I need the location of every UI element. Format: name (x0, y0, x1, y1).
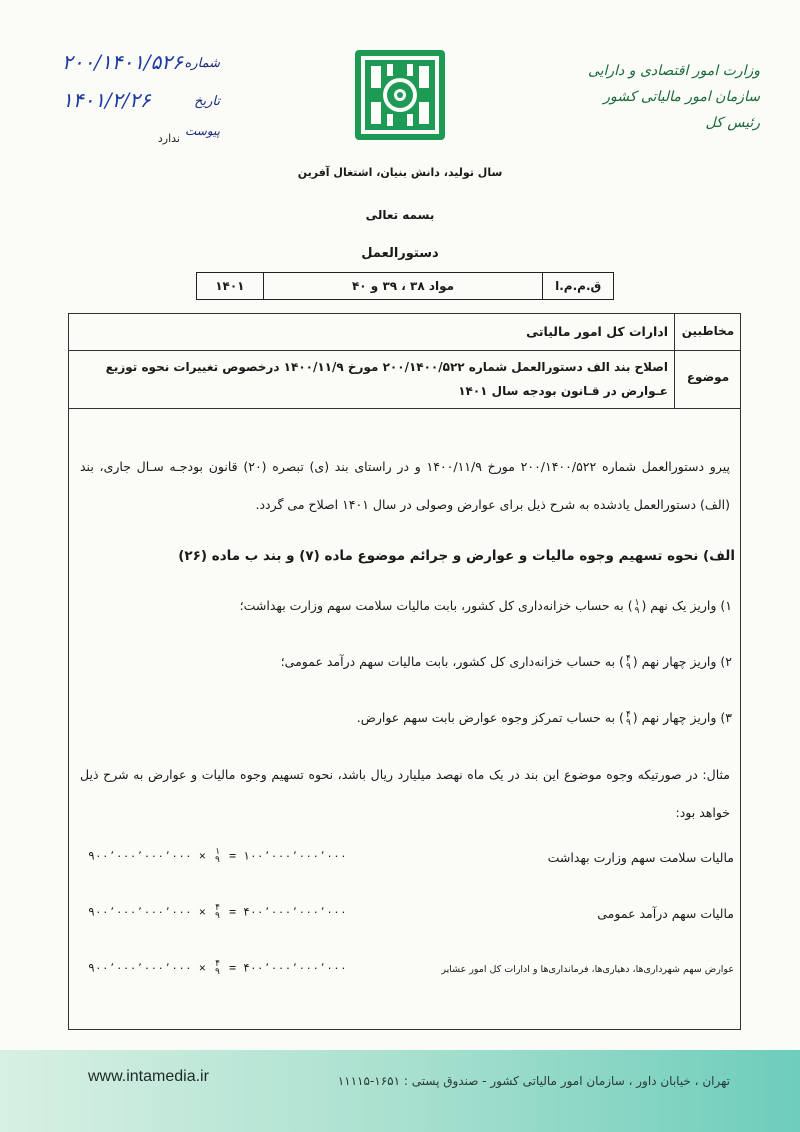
reference-box (196, 272, 614, 300)
subject-value: اصلاح بند الف دستورالعمل شماره ۲۰۰/۱۴۰۰/۵۲۲ مورخ ۱۴۰۰/۱۱/۹ درخصوص تغییرات نحوه توزیع عـوارض در قـانون بودجه سال ۱۴۰۱ (105, 360, 668, 398)
letter-meta (60, 50, 220, 150)
letter-attachment-label: پیوست (185, 124, 220, 138)
calc-equation: ۹۰۰٬۰۰۰٬۰۰۰٬۰۰۰ × ۴ ۹ = ۴۰۰٬۰۰۰٬۰۰۰٬۰۰۰ (88, 959, 347, 977)
fraction (626, 655, 631, 671)
fraction-denominator: ۹ (634, 605, 640, 616)
item-text-start: واریز چهار نهم (641, 710, 717, 725)
recipients-label: مخاطبین (681, 324, 735, 338)
recipients-value: ادارات کل امور مالیاتی (526, 324, 668, 339)
list-item: ۲) واریز چهار نهم (۴ ۹) به حساب خزانه‌داری کل کشور، بابت مالیات سهم درآمد عمومی؛ (280, 653, 732, 672)
row-divider (69, 350, 740, 351)
item-text-end: به حساب خزانه‌داری کل کشور، بابت مالیات سهم درآمد عمومی؛ (280, 654, 616, 669)
item-text-start: واریز یک نهم (650, 598, 717, 613)
ministry-line: وزارت امور اقتصادی و دارایی (587, 63, 760, 79)
reference-articles: مواد ۳۸ ، ۳۹ و ۴۰ (263, 273, 543, 299)
letter-number-value: ۲۰۰/۱۴۰۱/۵۲۶ (62, 50, 183, 74)
footer-band (0, 1050, 800, 1132)
footer-website: www.intamedia.ir (88, 1068, 209, 1085)
fraction-denominator: ۹ (625, 661, 631, 672)
basmala: بسمه تعالی (365, 208, 435, 222)
letter-date-value: ۱۴۰۱/۲/۲۶ (62, 88, 151, 112)
logo-emblem-icon (355, 50, 445, 140)
calc-result: ۴۰۰٬۰۰۰٬۰۰۰٬۰۰۰ (242, 904, 347, 919)
calc-label: مالیات سهم درآمد عمومی (597, 906, 734, 921)
fraction (635, 599, 640, 615)
ministry-header (560, 58, 760, 136)
footer-address: تهران ، خیابان داور ، سازمان امور مالیاتی کشور - صندوق پستی : ۱۶۵۱-۱۱۱۱۵ (337, 1074, 730, 1088)
row-divider (69, 408, 740, 409)
list-item: ۱) واریز یک نهم (۱ ۹) به حساب خزانه‌داری کل کشور، بابت مالیات سلامت سهم وزارت بهداشت؛ (239, 597, 732, 616)
instruction-frame (68, 313, 741, 1030)
item-text-end: به حساب تمرکز وجوه عوارض بابت سهم عوارض. (356, 710, 616, 725)
item-text-end: به حساب خزانه‌داری کل کشور، بابت مالیات سلامت سهم وزارت بهداشت؛ (239, 598, 624, 613)
letter-attachment-row (60, 122, 220, 152)
item-number: ۱) (720, 598, 732, 613)
letter-date-label: تاریخ (194, 94, 220, 109)
calc-result: ۱۰۰٬۰۰۰٬۰۰۰٬۰۰۰ (242, 848, 347, 863)
fraction-numerator: ۴ (625, 653, 631, 664)
fraction (215, 960, 220, 976)
fraction-denominator: ۹ (214, 967, 221, 977)
calc-equation: ۹۰۰٬۰۰۰٬۰۰۰٬۰۰۰ × ۴ ۹ = ۴۰۰٬۰۰۰٬۰۰۰٬۰۰۰ (88, 903, 347, 921)
fraction-numerator: ۱ (214, 847, 221, 857)
fraction-numerator: ۴ (625, 709, 631, 720)
item-number: ۲) (720, 654, 732, 669)
fraction-denominator: ۹ (214, 855, 221, 865)
fraction-denominator: ۹ (214, 911, 221, 921)
fraction (626, 711, 631, 727)
letter-attachment-value: ندارد (157, 132, 180, 145)
tax-organization-logo (355, 50, 445, 140)
example-paragraph: مثال: در صورتیکه وجوه موضوع این بند در یک ماه نهصد میلیارد ریال باشد، نحوه تسهیم وجوه مالیات و عوارض به شرح ذیل خواهد بود: (80, 767, 730, 820)
document-title: دستورالعمل (361, 246, 439, 261)
reference-code: ق.م.م.ا (542, 273, 613, 299)
list-item: ۳) واریز چهار نهم (۴ ۹) به حساب تمرکز وجوه عوارض بابت سهم عوارض. (356, 709, 732, 728)
calc-base: ۹۰۰٬۰۰۰٬۰۰۰٬۰۰۰ (88, 848, 192, 863)
fraction (215, 848, 220, 864)
fraction-denominator: ۹ (625, 717, 631, 728)
calc-label: عوارض سهم شهرداری‌ها، دهیاری‌ها، فرمانداری‌ها و ادارات کل امور عشایر (441, 964, 734, 975)
fraction (215, 904, 220, 920)
calc-base: ۹۰۰٬۰۰۰٬۰۰۰٬۰۰۰ (88, 960, 192, 975)
column-divider (674, 314, 675, 408)
year-slogan: سال تولید، دانش بنیان، اشتغال آفرین (297, 166, 503, 179)
letter-number-label: شماره (184, 56, 220, 71)
reference-year: ۱۴۰۱ (215, 279, 245, 293)
item-text-start: واریز چهار نهم (641, 654, 717, 669)
section-title: الف) نحوه تسهیم وجوه مالیات و عوارض و جرائم موضوع ماده (۷) و بند ب ماده (۲۶) (178, 548, 735, 564)
organization-line: سازمان امور مالیاتی کشور (603, 89, 760, 105)
letter-number-row (60, 50, 220, 80)
calc-base: ۹۰۰٬۰۰۰٬۰۰۰٬۰۰۰ (88, 904, 192, 919)
intro-paragraph: پیرو دستورالعمل شماره ۲۰۰/۱۴۰۰/۵۲۲ مورخ ۱۴۰۰/۱۱/۹ و در راستای بند (ی) تبصره (۲۰) قانون بودجـه سـال جاری، بند (الف) دستورالعمل یادشده به شرح ذیل برای عوارض وصولی در سال ۱۴۰۱ اصلاح می گردد. (80, 459, 730, 512)
fraction-numerator: ۴ (214, 959, 221, 969)
fraction-numerator: ۴ (214, 903, 221, 913)
calc-label: مالیات سلامت سهم وزارت بهداشت (547, 850, 734, 865)
fraction-numerator: ۱ (634, 597, 640, 608)
calc-result: ۴۰۰٬۰۰۰٬۰۰۰٬۰۰۰ (242, 960, 347, 975)
subject-label: موضوع (686, 370, 730, 384)
chief-line: رئیس کل (705, 115, 760, 131)
item-number: ۳) (720, 710, 732, 725)
calc-equation: ۹۰۰٬۰۰۰٬۰۰۰٬۰۰۰ × ۱ ۹ = ۱۰۰٬۰۰۰٬۰۰۰٬۰۰۰ (88, 847, 347, 865)
letter-date-row (60, 88, 220, 118)
